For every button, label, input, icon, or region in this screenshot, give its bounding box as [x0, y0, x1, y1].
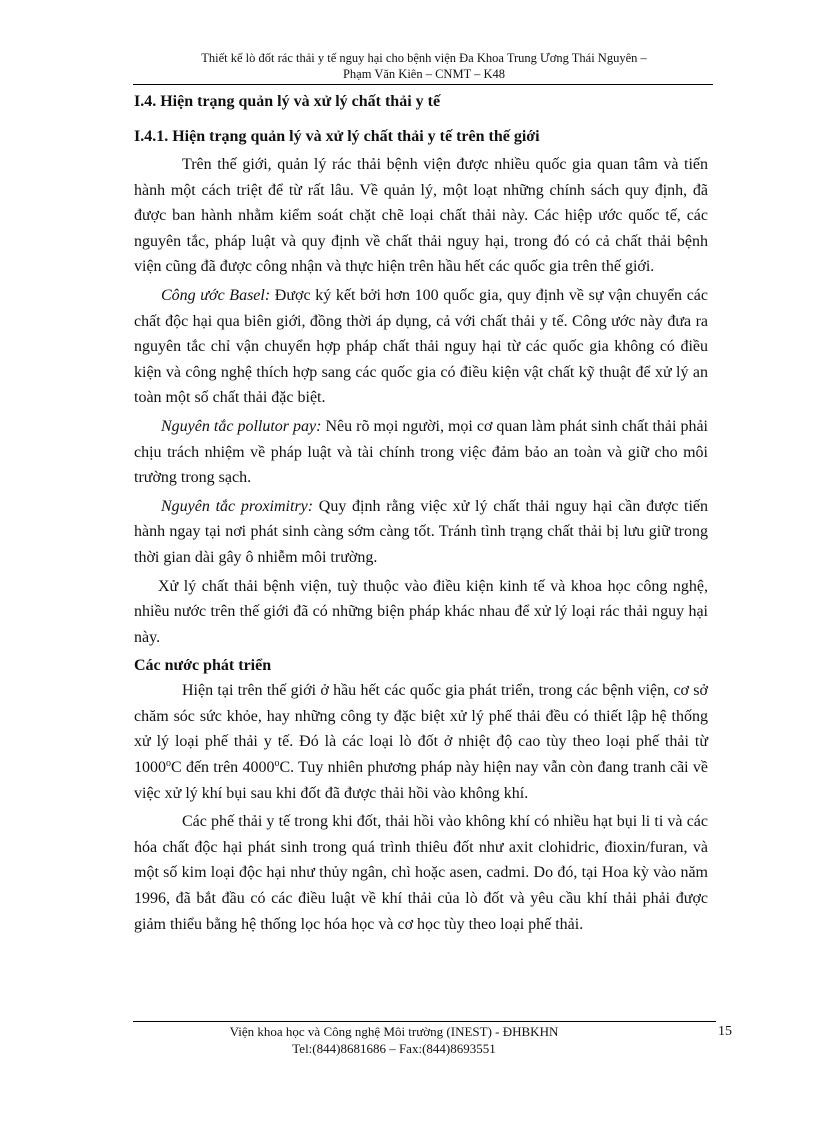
- page-body: [134, 90, 708, 940]
- intro-paragraph: Trên thế giới, quản lý rác thải bệnh viện được nhiều quốc gia quan tâm và tiến hành một cách triệt để từ rất lâu. Về quản lý, một loạt những chính sách quy định, đã được ban hành nhằm kiểm soát chặt chẽ loại chất thải này. Các hiệp ước quốc tế, các nguyên tắc, pháp luật và quy định về chất thải nguy hại, trong đó có cả chất thải bệnh viện cũng đã được công nhận và thực hiện trên hầu hết các quốc gia trên thế giới.: [134, 156, 708, 276]
- proximity-term: Nguyên tắc proximitry:: [161, 497, 314, 515]
- footer-divider: [133, 1021, 716, 1022]
- basel-term: Công ước Basel:: [161, 286, 271, 304]
- developed-paragraph-1: [134, 678, 708, 806]
- footer-contact: Tel:(844)8681686 – Fax:(844)8693551: [292, 1041, 496, 1056]
- dev-text-b: C đến trên 4000: [171, 759, 275, 777]
- page-header: [134, 50, 714, 82]
- header-author-line: Phạm Văn Kiên – CNMT – K48: [342, 67, 506, 81]
- polluter-pays-text: Nêu rõ mọi người, mọi cơ quan làm phát sinh chất thải phải chịu trách nhiệm về pháp luật và tài chính trong việc đảm bảo an toàn và giữ cho môi trường trong sạch.: [134, 417, 708, 487]
- header-title-line: Thiết kế lò đốt rác thải y tế nguy hại cho bệnh viện Đa Khoa Trung Ương Thái Nguyên –: [201, 51, 647, 65]
- section-title: I.4. Hiện trạng quản lý và xử lý chất thải y tế: [134, 93, 441, 110]
- treatment-paragraph: Xử lý chất thải bệnh viện, tuỳ thuộc vào điều kiện kinh tế và khoa học công nghệ, nhiều nước trên thế giới đã có những biện pháp khác nhau để xử lý loại rác thải nguy hại này.: [134, 577, 708, 646]
- degree-symbol: o: [274, 758, 280, 770]
- developed-paragraph-2: Các phế thải y tế trong khi đốt, thải hồi vào không khí có nhiều hạt bụi li ti và các hóa chất độc hại phát sinh trong quá trình thiêu đốt như axit clohidric, đioxin/furan, và một số kim loại độc hại như thủy ngân, chì hoặc asen, cadmi. Do đó, tại Hoa kỳ vào năm 1996, đã bắt đầu có các điều luật về khí thải của lò đốt và yêu cầu khí thải phải được giảm thiểu bằng hệ thống lọc hóa học và cơ học tùy theo loại phế thải.: [134, 813, 708, 933]
- degree-symbol: o: [166, 758, 171, 770]
- page-number: 15: [718, 1024, 732, 1039]
- header-divider: [133, 84, 713, 85]
- developed-countries-heading: Các nước phát triển: [134, 657, 272, 675]
- basel-text: Được ký kết bởi hơn 100 quốc gia, quy định về sự vận chuyển các chất độc hại qua biên giới, đồng thời áp dụng, cả với chất thải y tế. Công ước này đưa ra nguyên tắc chỉ vận chuyển hợp pháp chất thải nguy hại từ các quốc gia không có điều kiện và công nghệ thích hợp sang các quốc gia có điều kiện vật chất kỹ thuật để xử lý an toàn một số chất thải đặc biệt.: [134, 286, 708, 407]
- dev-text-c: C. Tuy nhiên phương pháp này hiện nay vẫn còn đang tranh cãi về việc xử lý khí bụi sau khi đốt đã được thải hồi vào không khí.: [134, 759, 708, 802]
- proximity-paragraph: [134, 494, 708, 571]
- proximity-text: Quy định rằng việc xử lý chất thải nguy hại cần được tiến hành ngay tại nơi phát sinh càng sớm càng tốt. Tránh tình trạng chất thải bị lưu giữ trong thời gian dài gây ô nhiễm môi trường.: [134, 497, 709, 566]
- subsection-title: I.4.1. Hiện trạng quản lý và xử lý chất thải y tế trên thế giới: [134, 128, 540, 145]
- basel-paragraph: [134, 283, 708, 411]
- polluter-pays-paragraph: [134, 414, 708, 491]
- dev-text-a: Hiện tại trên thế giới ở hầu hết các quốc gia phát triển, trong các bệnh viện, cơ sở chăm sóc sức khỏe, hay những công ty đặc biệt xử lý phế thải đều có thiết lập hệ thống xử lý loại phế thải y tế. Đó là các loại lò đốt ở nhiệt độ cao tùy theo loại phế thải từ 1000: [134, 682, 708, 777]
- page-footer: [134, 1023, 654, 1057]
- footer-institute: Viện khoa học và Công nghệ Môi trường (INEST) - ĐHBKHN: [229, 1024, 559, 1039]
- polluter-pays-term: Nguyên tắc pollutor pay:: [161, 417, 322, 435]
